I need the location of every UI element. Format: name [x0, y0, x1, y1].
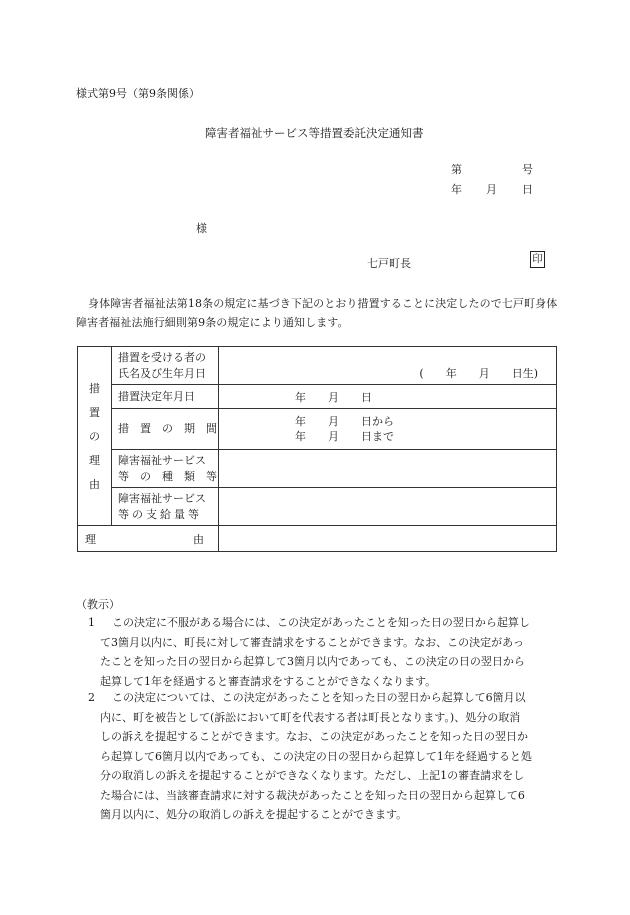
table-row — [78, 526, 557, 552]
table-row — [78, 450, 557, 488]
seal-box: 印 — [530, 251, 545, 268]
table-row — [78, 385, 557, 409]
note-line: この決定に不服がある場合には、この決定があったことを知った日の翌日から起算し — [112, 616, 530, 629]
reason-label-right: 由 — [193, 532, 204, 546]
decision-date-label: 措置決定年月日 — [112, 385, 219, 409]
supply-amount-label — [112, 488, 219, 526]
note-line: 起算して1年を経過すると審査請求をすることができなくなります。 — [100, 674, 437, 688]
side-label-char: 措 — [89, 381, 100, 395]
note-line: た場合には、当該審査請求に対する裁決があったことを知った日の翌日から起算して6 — [100, 788, 525, 802]
recipient-label-line: 措置を受ける者の — [118, 350, 206, 364]
side-label-char: 置 — [89, 405, 100, 419]
side-label-char: 理 — [89, 453, 100, 467]
intro-paragraph: 身体障害者福祉法第18条の規定に基づき下記のとおり措置することに決定したので七戸町身体障害者福祉法施行細則第9条の規定により通知します。 — [76, 297, 558, 329]
recipient-value — [219, 347, 557, 385]
document-number-suffix: 号 — [522, 163, 533, 176]
note-line: しの訴えを提起することができます。なお、この決定があったことを知った日の翌日か — [100, 730, 529, 743]
side-label-char: の — [89, 429, 100, 443]
note-line: ら起算して6箇月以内であっても、この決定の日の翌日から起算して1年を経過すると処 — [100, 749, 532, 763]
table-row — [78, 488, 557, 526]
measure-record-table — [77, 346, 557, 552]
decision-date-value: 年 月 日 — [219, 385, 557, 409]
service-type-value — [219, 450, 557, 488]
note-number: 2 — [88, 691, 95, 704]
note-line: 内に、町を被告として(訴訟において町を代表する者は町長となります。)、処分の取消 — [100, 710, 521, 724]
side-label-char: 由 — [89, 477, 100, 491]
note-line: 分の取消しの訴えを提起することができなくなります。ただし、上記1の審査請求をし — [100, 769, 525, 782]
supply-amount-label-line: 等の支給量等 — [118, 507, 202, 521]
recipient-label — [112, 347, 219, 385]
reason-label-left: 理 — [85, 532, 96, 546]
service-type-label-line: 障害福祉サービス — [118, 453, 206, 467]
note-line: たことを知った日の翌日から起算して3箇月以内であっても、この決定の日の翌日から — [100, 655, 525, 668]
service-type-label — [112, 450, 219, 488]
period-to: 年 月 日まで — [295, 430, 394, 443]
side-label-measure-reason — [78, 347, 112, 526]
issue-date-year: 年 — [451, 183, 462, 196]
note-number: 1 — [88, 616, 95, 629]
birth-date-placeholder: ( 年 月 日生) — [419, 367, 538, 380]
supply-amount-value — [219, 488, 557, 526]
recipient-label-line: 氏名及び生年月日 — [118, 366, 206, 380]
form-number: 様式第9号（第9条関係） — [76, 87, 200, 100]
supply-amount-label-line: 障害福祉サービス — [118, 491, 206, 505]
period-label: 措 置 の 期 間 — [112, 409, 219, 450]
note-line: て3箇月以内に、町長に対して審査請求をすることができます。なお、この決定があっ — [100, 635, 525, 649]
reason-value — [219, 526, 557, 552]
table-row — [78, 347, 557, 385]
table-row — [78, 409, 557, 450]
reason-label — [78, 526, 219, 552]
document-title: 障害者福祉サービス等措置委託決定通知書 — [205, 126, 424, 140]
document-number-prefix: 第 — [451, 163, 462, 176]
period-from: 年 月 日から — [295, 415, 394, 428]
instruction-note-1 — [76, 613, 562, 691]
issuer-name: 七戸町長 — [367, 257, 411, 270]
service-type-label-line: 等 の 種 類 等 — [118, 469, 217, 483]
instruction-heading: （教示） — [76, 598, 120, 611]
issue-date-day: 日 — [522, 183, 533, 196]
period-value — [219, 409, 557, 450]
note-line: この決定については、この決定があったことを知った日の翌日から起算して6箇月以 — [112, 691, 526, 704]
addressee-honorific: 様 — [196, 222, 207, 235]
instruction-note-2 — [76, 688, 562, 825]
issue-date-month: 月 — [486, 183, 497, 196]
note-line: 箇月以内に、処分の取消しの訴えを提起することができます。 — [100, 808, 408, 821]
